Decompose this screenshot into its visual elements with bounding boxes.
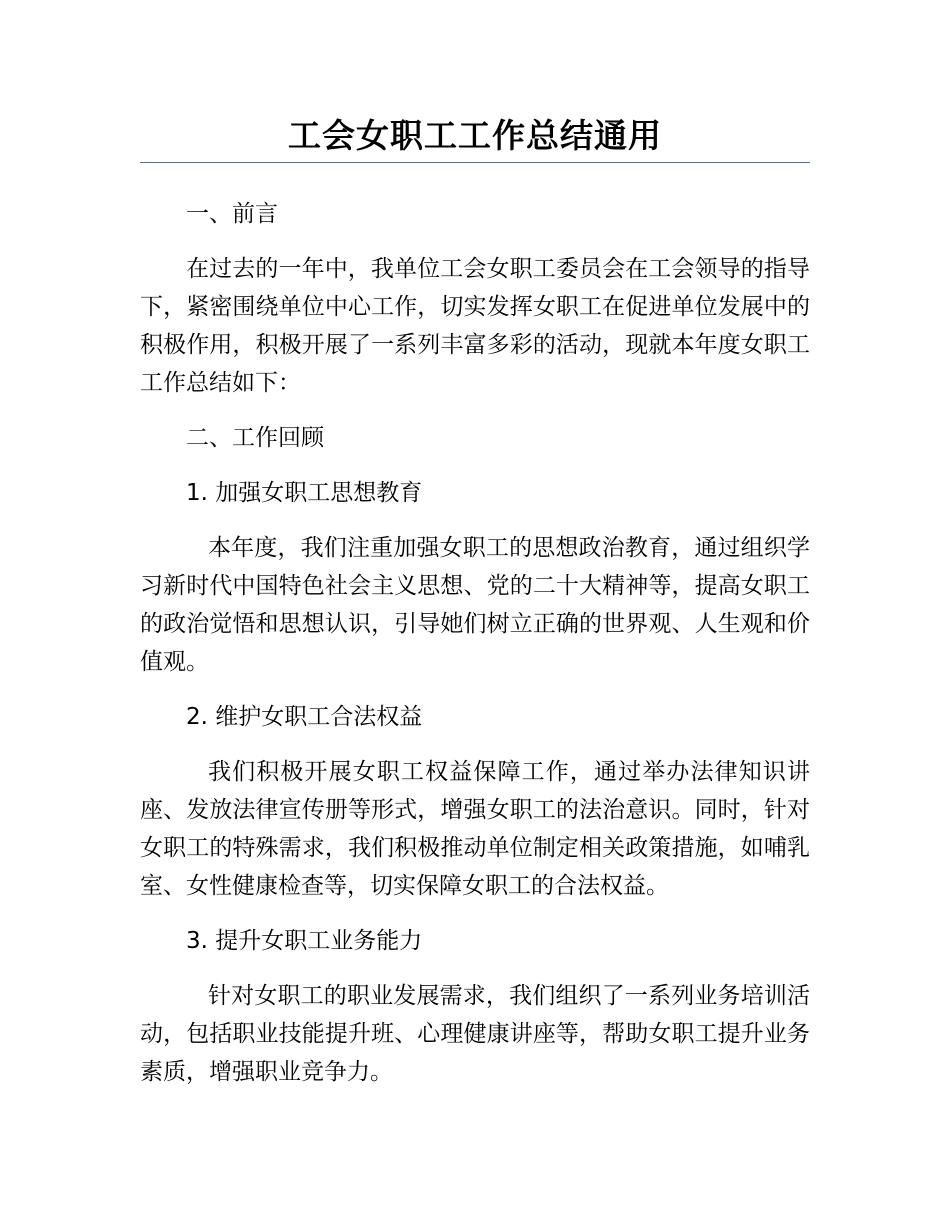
paragraph-preface: 在过去的一年中，我单位工会女职工委员会在工会领导的指导下，紧密围绕单位中心工作，切实发挥女职工在促进单位发展中的积极作用，积极开展了一系列丰富多彩的活动，现就本年度女职工工作总结如下： xyxy=(140,256,810,396)
section-heading-preface: 一、前言 xyxy=(186,201,278,227)
subsection-heading-1: 1. 加强女职工思想教育 xyxy=(186,480,423,506)
document-title: 工会女职工工作总结通用 xyxy=(288,116,662,155)
subsection-heading-2: 2. 维护女职工合法权益 xyxy=(186,704,423,730)
paragraph-item-2: 我们积极开展女职工权益保障工作，通过举办法律知识讲座、发放法律宣传册等形式，增强女职工的法治意识。同时，针对女职工的特殊需求，我们积极推动单位制定相关政策措施，如哺乳室、女性健康检查等，切实保障女职工的合法权益。 xyxy=(140,759,810,899)
paragraph-item-3: 针对女职工的职业发展需求，我们组织了一系列业务培训活动，包括职业技能提升班、心理健康讲座等，帮助女职工提升业务素质，增强职业竞争力。 xyxy=(140,983,810,1085)
title-underline xyxy=(140,162,810,163)
paragraph-item-1: 本年度，我们注重加强女职工的思想政治教育，通过组织学习新时代中国特色社会主义思想、党的二十大精神等，提高女职工的政治觉悟和思想认识，引导她们树立正确的世界观、人生观和价值观。 xyxy=(140,535,810,675)
document-body xyxy=(140,195,810,1108)
subsection-heading-3: 3. 提升女职工业务能力 xyxy=(186,928,423,954)
section-heading-review: 二、工作回顾 xyxy=(186,425,324,451)
